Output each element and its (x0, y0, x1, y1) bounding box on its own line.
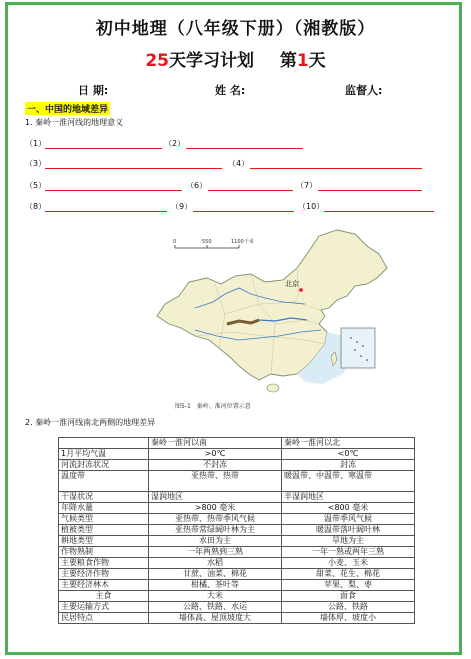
scale-bar (173, 238, 254, 248)
table-header-row (59, 438, 415, 449)
north-cell: 半湿润地区 (282, 492, 415, 503)
plan-days-number: 25 (145, 51, 169, 71)
answer-line[interactable] (208, 190, 293, 191)
scale-label-550: 550 (202, 239, 212, 245)
day-number: 1 (296, 51, 309, 71)
row-label: 河流封冻状况 (59, 460, 149, 471)
header-cell: 秦岭一淮河以南 (149, 438, 282, 449)
row-label: 年降水量 (59, 503, 149, 514)
blank-label: （7） (296, 181, 318, 190)
supervisor-label: 监督人: (345, 84, 383, 97)
table-row (59, 613, 415, 624)
plan-subtitle (0, 46, 471, 71)
table-row (59, 514, 415, 525)
header-cell: 秦岭一淮河以北 (282, 438, 415, 449)
blank-label: （2） (164, 139, 186, 148)
south-cell: >0℃ (149, 449, 282, 460)
answer-line[interactable] (45, 190, 182, 191)
north-cell: 墙体厚、坡度小 (282, 613, 415, 624)
question-1: 1. 秦岭一淮河线的地理意义 (25, 118, 124, 127)
row-label: 主要经济作物 (59, 569, 149, 580)
blank-label: （9） (171, 202, 193, 211)
south-cell: 大米 (149, 591, 282, 602)
row-label: 主要运输方式 (59, 602, 149, 613)
blank-row-1 (0, 138, 471, 150)
table-row (59, 558, 415, 569)
south-cell: 水田为主 (149, 536, 282, 547)
table-row (59, 580, 415, 591)
north-cell: 公路、铁路 (282, 602, 415, 613)
hainan-island (267, 384, 279, 392)
table-row (59, 591, 415, 602)
beijing-label: 北京 (285, 280, 299, 288)
table-row (59, 449, 415, 460)
blank-label: （4） (228, 159, 250, 168)
answer-line[interactable] (193, 211, 294, 212)
table-row (59, 569, 415, 580)
answer-line[interactable] (250, 168, 422, 169)
table-row (59, 460, 415, 471)
row-label: 作物熟制 (59, 547, 149, 558)
page-title: 初中地理（八年级下册）（湘教版） (95, 19, 376, 39)
blank-label: （10） (298, 202, 325, 211)
row-label: 干湿状况 (59, 492, 149, 503)
row-label: 耕地类型 (59, 536, 149, 547)
scale-label-1100: 1100千米 (231, 239, 254, 245)
blank-row-2 (0, 158, 471, 170)
scale-label-0: 0 (173, 239, 177, 245)
day-prefix: 第 (279, 51, 297, 71)
south-cell: 墙体高、屋顶坡度大 (149, 613, 282, 624)
row-label: 民居特点 (59, 613, 149, 624)
south-cell: 湿润地区 (149, 492, 282, 503)
china-map (155, 224, 395, 412)
answer-line[interactable] (45, 168, 222, 169)
south-cell: 一年两熟到三熟 (149, 547, 282, 558)
answer-line[interactable] (45, 211, 167, 212)
north-south-comparison-table (58, 437, 415, 624)
south-cell: 水稻 (149, 558, 282, 569)
row-label: 主食 (59, 591, 149, 602)
south-cell: 公路、铁路、水运 (149, 602, 282, 613)
table-row (59, 547, 415, 558)
row-label: 气候类型 (59, 514, 149, 525)
header-cell (59, 438, 149, 449)
beijing-marker (299, 288, 303, 292)
north-cell: <800 毫米 (282, 503, 415, 514)
north-cell: <0℃ (282, 449, 415, 460)
north-cell: 暖温带、中温带、寒温带 (282, 471, 415, 492)
question-2: 2. 秦岭一淮河线南北两侧的地理差异 (25, 418, 156, 427)
blank-row-3 (0, 180, 471, 192)
table-row (59, 525, 415, 536)
north-cell: 小麦、玉米 (282, 558, 415, 569)
row-label: 主要经济林木 (59, 580, 149, 591)
north-cell: 温带季风气候 (282, 514, 415, 525)
blank-label: （1） (25, 139, 47, 148)
section-title: 一、中国的地域差异 (25, 102, 110, 115)
table-row (59, 492, 415, 503)
north-cell: 暖温带落叶阔叶林 (282, 525, 415, 536)
south-cell: 不封冻 (149, 460, 282, 471)
north-cell: 一年一熟或两年三熟 (282, 547, 415, 558)
south-cell: 亚热带常绿阔叶林为主 (149, 525, 282, 536)
north-cell: 面食 (282, 591, 415, 602)
plan-text: 天学习计划 (168, 51, 254, 71)
blank-label: （8） (25, 202, 47, 211)
map-caption: 图5-1 秦岭、淮河位置示意 (175, 403, 251, 410)
north-cell: 甜菜、花生、棉花 (282, 569, 415, 580)
north-cell: 苹果、梨、枣 (282, 580, 415, 591)
answer-line[interactable] (324, 211, 434, 212)
row-label: 温度带 (59, 471, 149, 492)
south-cell: 柑橘、茶叶等 (149, 580, 282, 591)
answer-line[interactable] (45, 148, 162, 149)
table-row (59, 471, 415, 492)
blank-label: （6） (186, 181, 208, 190)
south-cell: >800 毫米 (149, 503, 282, 514)
south-cell: 甘蔗、油菜、棉花 (149, 569, 282, 580)
blank-label: （5） (25, 181, 47, 190)
table-row (59, 503, 415, 514)
date-label: 日 期: (78, 84, 109, 97)
answer-line[interactable] (318, 190, 422, 191)
blank-label: （3） (25, 159, 47, 168)
north-cell: 旱地为主 (282, 536, 415, 547)
day-suffix: 天 (308, 51, 326, 71)
south-cell: 亚热带、热带季风气候 (149, 514, 282, 525)
north-cell: 封冻 (282, 460, 415, 471)
name-label: 姓 名: (215, 84, 246, 97)
table-row (59, 536, 415, 547)
row-label: 1月平均气温 (59, 449, 149, 460)
answer-line[interactable] (186, 148, 303, 149)
row-label: 植被类型 (59, 525, 149, 536)
south-china-sea-inset (341, 328, 375, 368)
south-cell: 亚热带、热带 (149, 471, 282, 492)
blank-row-4 (0, 201, 471, 213)
row-label: 主要粮食作物 (59, 558, 149, 569)
table-row (59, 602, 415, 613)
